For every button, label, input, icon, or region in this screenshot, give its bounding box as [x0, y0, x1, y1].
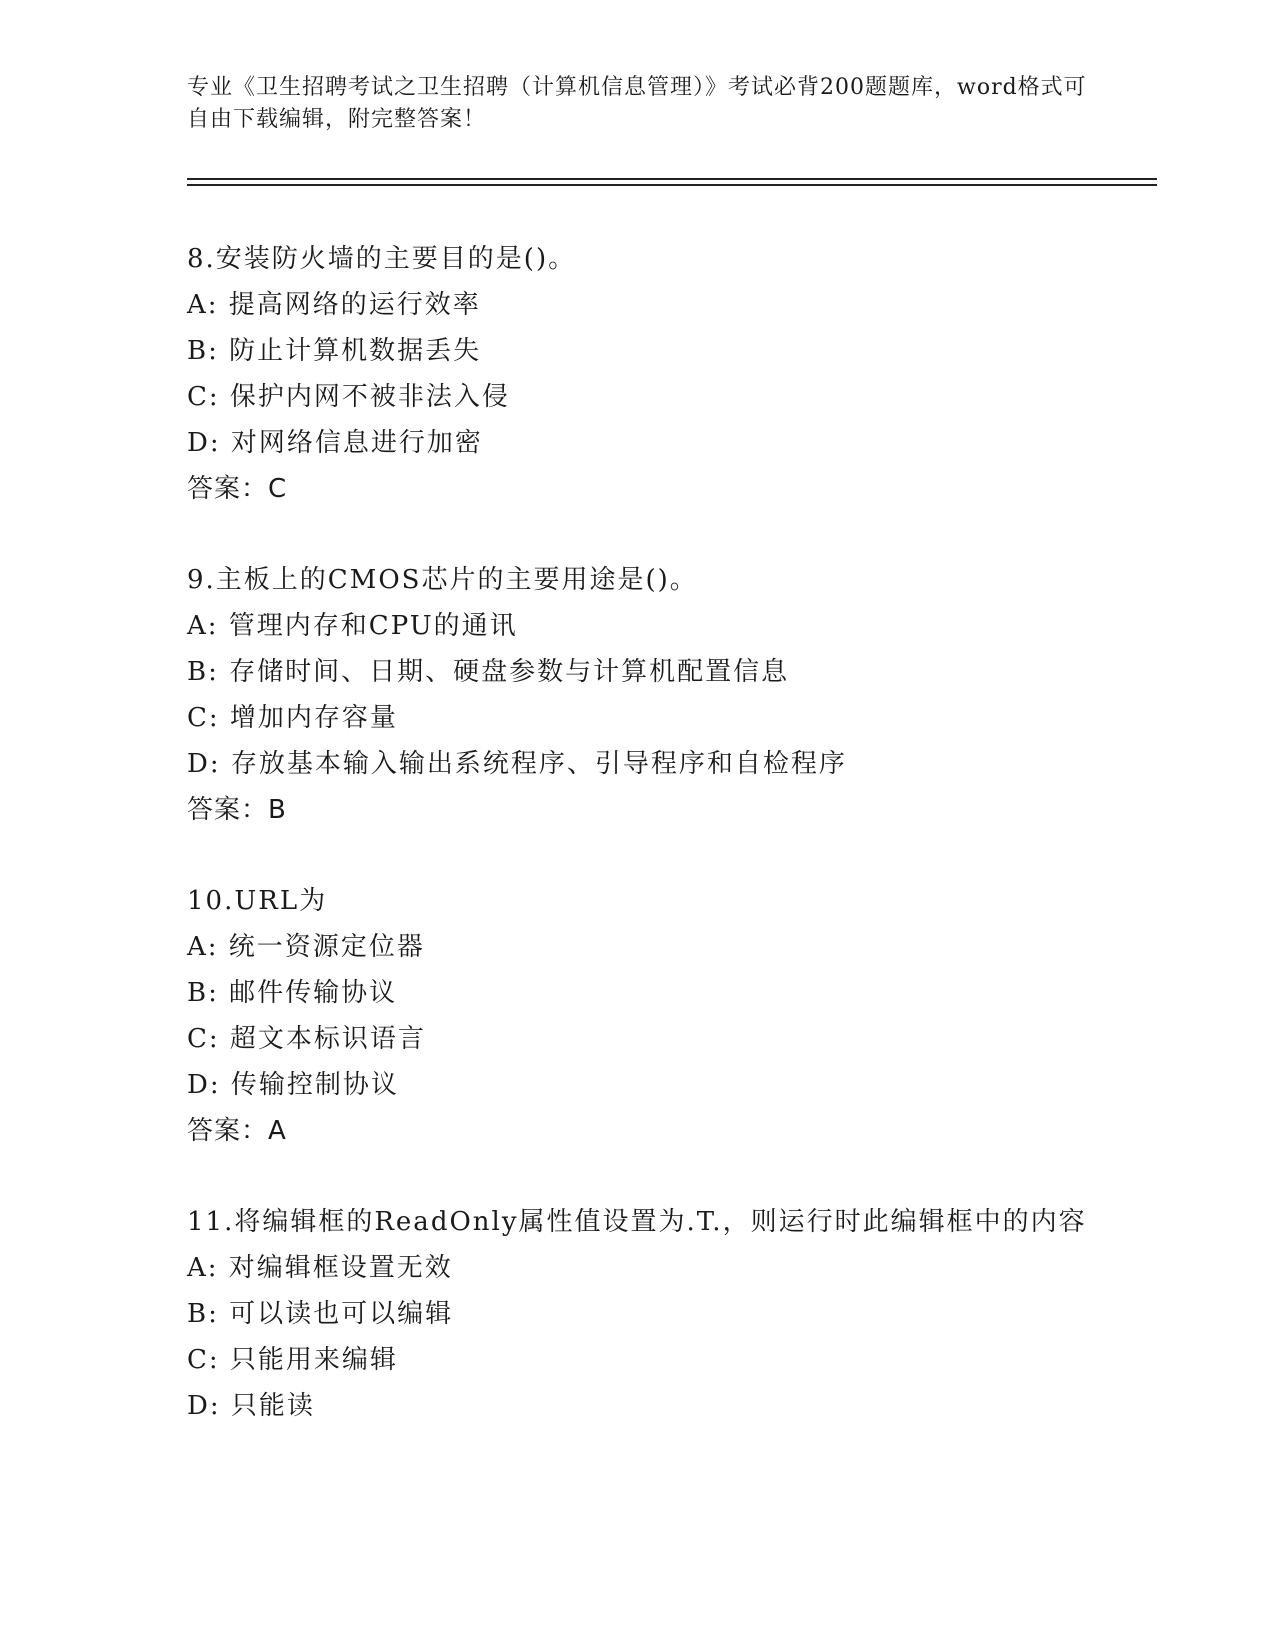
- question-9: [187, 557, 1087, 833]
- question-stem: 8.安装防火墙的主要目的是()。: [187, 244, 577, 274]
- answer: 答案：C: [187, 474, 288, 504]
- option-c: C: 只能用来编辑: [187, 1345, 398, 1375]
- header-text: 专业《卫生招聘考试之卫生招聘（计算机信息管理）》考试必背200题题库，word格式可自由下载编辑，附完整答案！: [187, 75, 1087, 132]
- header-divider-top: [187, 178, 1157, 180]
- answer: 答案：A: [187, 1116, 287, 1146]
- question-8: [187, 236, 1087, 512]
- option-d: D: 只能读: [187, 1391, 315, 1421]
- option-a: A: 管理内存和CPU的通讯: [187, 611, 518, 641]
- question-11: [187, 1199, 1087, 1429]
- option-c: C: 超文本标识语言: [187, 1024, 426, 1054]
- option-b: B: 存储时间、日期、硬盘参数与计算机配置信息: [187, 657, 790, 687]
- option-d: D: 传输控制协议: [187, 1070, 399, 1100]
- question-stem: 10.URL为: [187, 886, 328, 916]
- question-10: [187, 878, 1087, 1154]
- option-d: D: 存放基本输入输出系统程序、引导程序和自检程序: [187, 749, 847, 779]
- option-c: C: 保护内网不被非法入侵: [187, 382, 510, 412]
- option-a: A: 对编辑框设置无效: [187, 1253, 453, 1283]
- answer: 答案：B: [187, 795, 287, 825]
- document-header: [187, 72, 1087, 136]
- option-b: B: 可以读也可以编辑: [187, 1299, 454, 1329]
- option-b: B: 邮件传输协议: [187, 978, 398, 1008]
- question-stem: 11.将编辑框的ReadOnly属性值设置为.T.，则运行时此编辑框中的内容: [187, 1207, 1087, 1237]
- option-c: C: 增加内存容量: [187, 703, 398, 733]
- option-d: D: 对网络信息进行加密: [187, 428, 483, 458]
- question-stem: 9.主板上的CMOS芯片的主要用途是()。: [187, 565, 698, 595]
- option-b: B: 防止计算机数据丢失: [187, 336, 482, 366]
- option-a: A: 统一资源定位器: [187, 932, 425, 962]
- header-divider-bottom: [187, 184, 1157, 186]
- option-a: A: 提高网络的运行效率: [187, 290, 481, 320]
